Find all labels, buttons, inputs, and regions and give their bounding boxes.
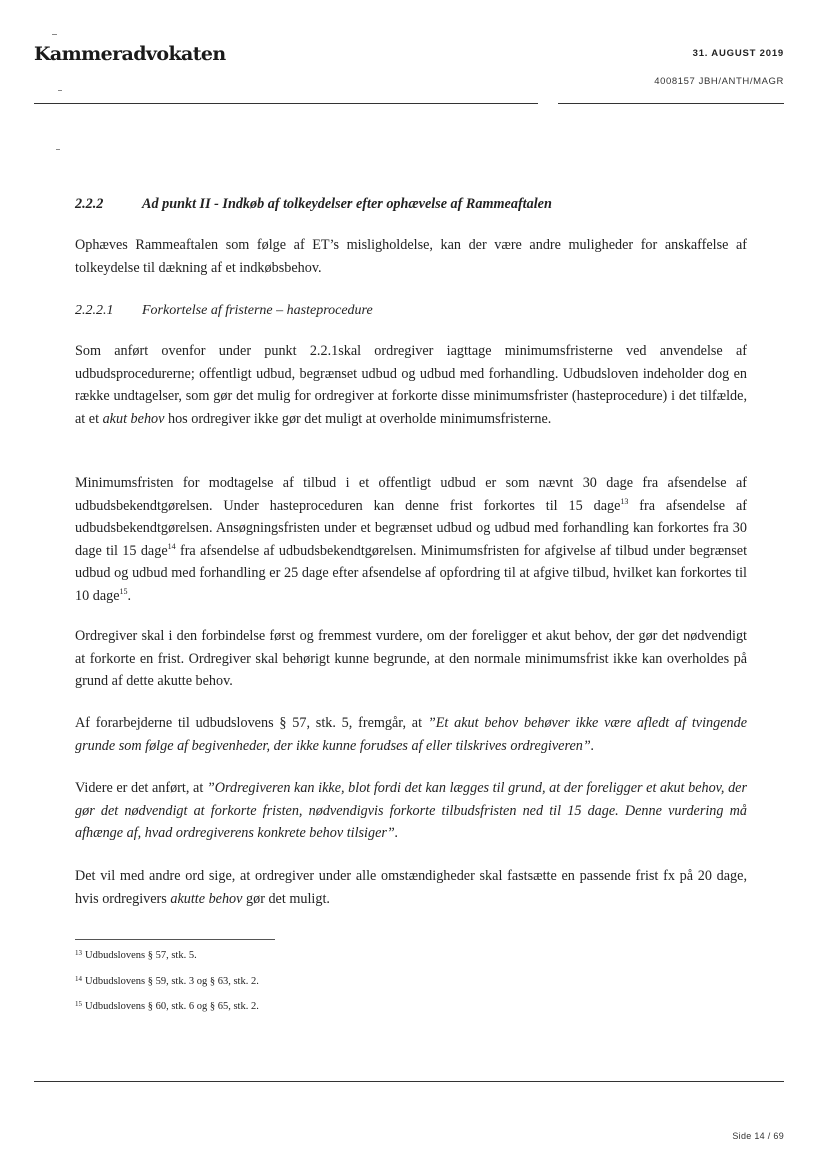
footer-rule	[34, 1081, 784, 1082]
paragraph	[75, 865, 747, 910]
text-run: Det vil med andre ord sige, at ordregiver under alle omstændigheder skal fastsætte en passende frist fx på 20 dage, hvis ordregivers	[75, 868, 747, 907]
footnote	[75, 976, 259, 987]
quote: ”Ordregiveren kan ikke, blot fordi det kan lægges til grund, at der foreligger et akut behov, der gør det nødvendigt at forkorte fristen, nødvendigvis forkorte tilbudsfristen ned til 15 dage. Denne vurdering må afhænge af, hvad ordregiverens konkrete behov tilsiger”.	[75, 780, 748, 842]
document-date: 31. AUGUST 2019	[692, 48, 784, 59]
text-run: .	[127, 587, 132, 604]
footnote	[75, 1001, 259, 1012]
footnote-separator	[75, 939, 275, 940]
text-run: Videre er det anført, at	[75, 780, 207, 796]
paragraph	[75, 712, 747, 757]
quote: ”Et akut behov behøver ikke være afledt af tvingende grunde som følge af begivenheder, der ikke kunne forudses af eller tilskrives ordregiveren”.	[75, 715, 747, 754]
paragraph-block	[75, 865, 747, 910]
section-intro	[75, 234, 747, 279]
margin-mark	[56, 149, 60, 150]
subsection-title: Forkortelse af fristerne – hasteprocedure	[142, 303, 373, 318]
footnote-mark: 14	[75, 975, 82, 983]
text-run: fra afsendelse af udbudsbekendtgørelsen. Minimumsfristen for afgivelse af tilbud under begrænset udbud og udbud med forhandling er 25 dage efter afsendelse af opfordring til at afgive tilbud, hvilket kan forkortes til 10 dage	[75, 542, 748, 604]
paragraph	[75, 340, 747, 430]
footnote-text: Udbudslovens § 57, stk. 5.	[85, 950, 197, 961]
paragraph-block	[75, 340, 747, 430]
section-number: 2.2.2	[75, 196, 104, 212]
footnote-ref: 13	[620, 496, 629, 506]
text-run: gør det muligt.	[242, 890, 330, 907]
margin-mark	[58, 90, 62, 91]
footnote-text: Udbudslovens § 60, stk. 6 og § 65, stk. 2.	[85, 1001, 259, 1012]
paragraph: Ordregiver skal i den forbindelse først og fremmest vurdere, om der foreligger et akut behov, der gør det nødvendigt at forkorte en frist. Ordregiver skal behørigt kunne begrunde, at den normale minimumsfrist ikke kan overholdes på grund af dette akutte behov.	[75, 628, 747, 690]
paragraph-block	[75, 472, 747, 608]
header-rule-right	[558, 103, 784, 104]
section-title: Ad punkt II - Indkøb af tolkeydelser efter ophævelse af Rammeaftalen	[142, 196, 552, 212]
paragraph	[75, 472, 747, 608]
text-run: fra afsendelse af udbudsbekendtgørelsen. Ansøgningsfristen under et begrænset udbud og udbud med forhandling kan forkortes fra 30 dage til 15 dage	[75, 497, 747, 559]
header-tick	[52, 34, 57, 35]
footnote-mark: 13	[75, 949, 82, 957]
section-heading	[75, 193, 747, 216]
subsection-heading	[75, 300, 747, 323]
paragraph	[75, 777, 747, 845]
text-run: Af forarbejderne til udbudslovens § 57, stk. 5, fremgår, at	[75, 715, 428, 731]
text-run: Som anført ovenfor under punkt 2.2.1skal ordregiver iagttage minimumsfristerne ved anvendelse af udbudsprocedurerne; offentligt udbud, begrænset udbud og udbud med forhandling. Udbudsloven indeholder dog en række undtagelser, som gør det mulig for ordregiver at forkorte disse minimumsfrister (hasteprocedure) i det tilfælde, at et	[75, 343, 747, 427]
footnote-ref: 14	[167, 541, 176, 551]
footnote	[75, 950, 197, 961]
logo: Kammeradvokaten	[34, 43, 226, 65]
text-run: Minimumsfristen for modtagelse af tilbud i et offentligt udbud er som nævnt 30 dage fra afsendelse af udbudsbekendtgørelsen. Under hasteproceduren kan denne frist forkortes til 15 dage	[75, 475, 747, 514]
paragraph-block	[75, 712, 747, 757]
footnote-ref: 15	[119, 586, 128, 596]
paragraph-block	[75, 625, 747, 693]
subsection-number: 2.2.2.1	[75, 303, 114, 318]
footnote-text: Udbudslovens § 59, stk. 3 og § 63, stk. 2.	[85, 976, 259, 987]
emphasis: akut behov	[102, 410, 165, 427]
document-reference: 4008157 JBH/ANTH/MAGR	[654, 76, 784, 87]
paragraph-block	[75, 777, 747, 845]
header-rule-left	[34, 103, 538, 104]
text-run: hos ordregiver ikke gør det muligt at overholde minimumsfristerne.	[164, 410, 552, 427]
footnote-mark: 15	[75, 1000, 82, 1008]
page-number: Side 14 / 69	[732, 1131, 784, 1141]
emphasis: akutte behov	[170, 890, 243, 907]
paragraph: Ophæves Rammeaftalen som følge af ET’s misligholdelse, kan der være andre muligheder for anskaffelse af tolkeydelse til dækning af et indkøbsbehov.	[75, 237, 747, 276]
